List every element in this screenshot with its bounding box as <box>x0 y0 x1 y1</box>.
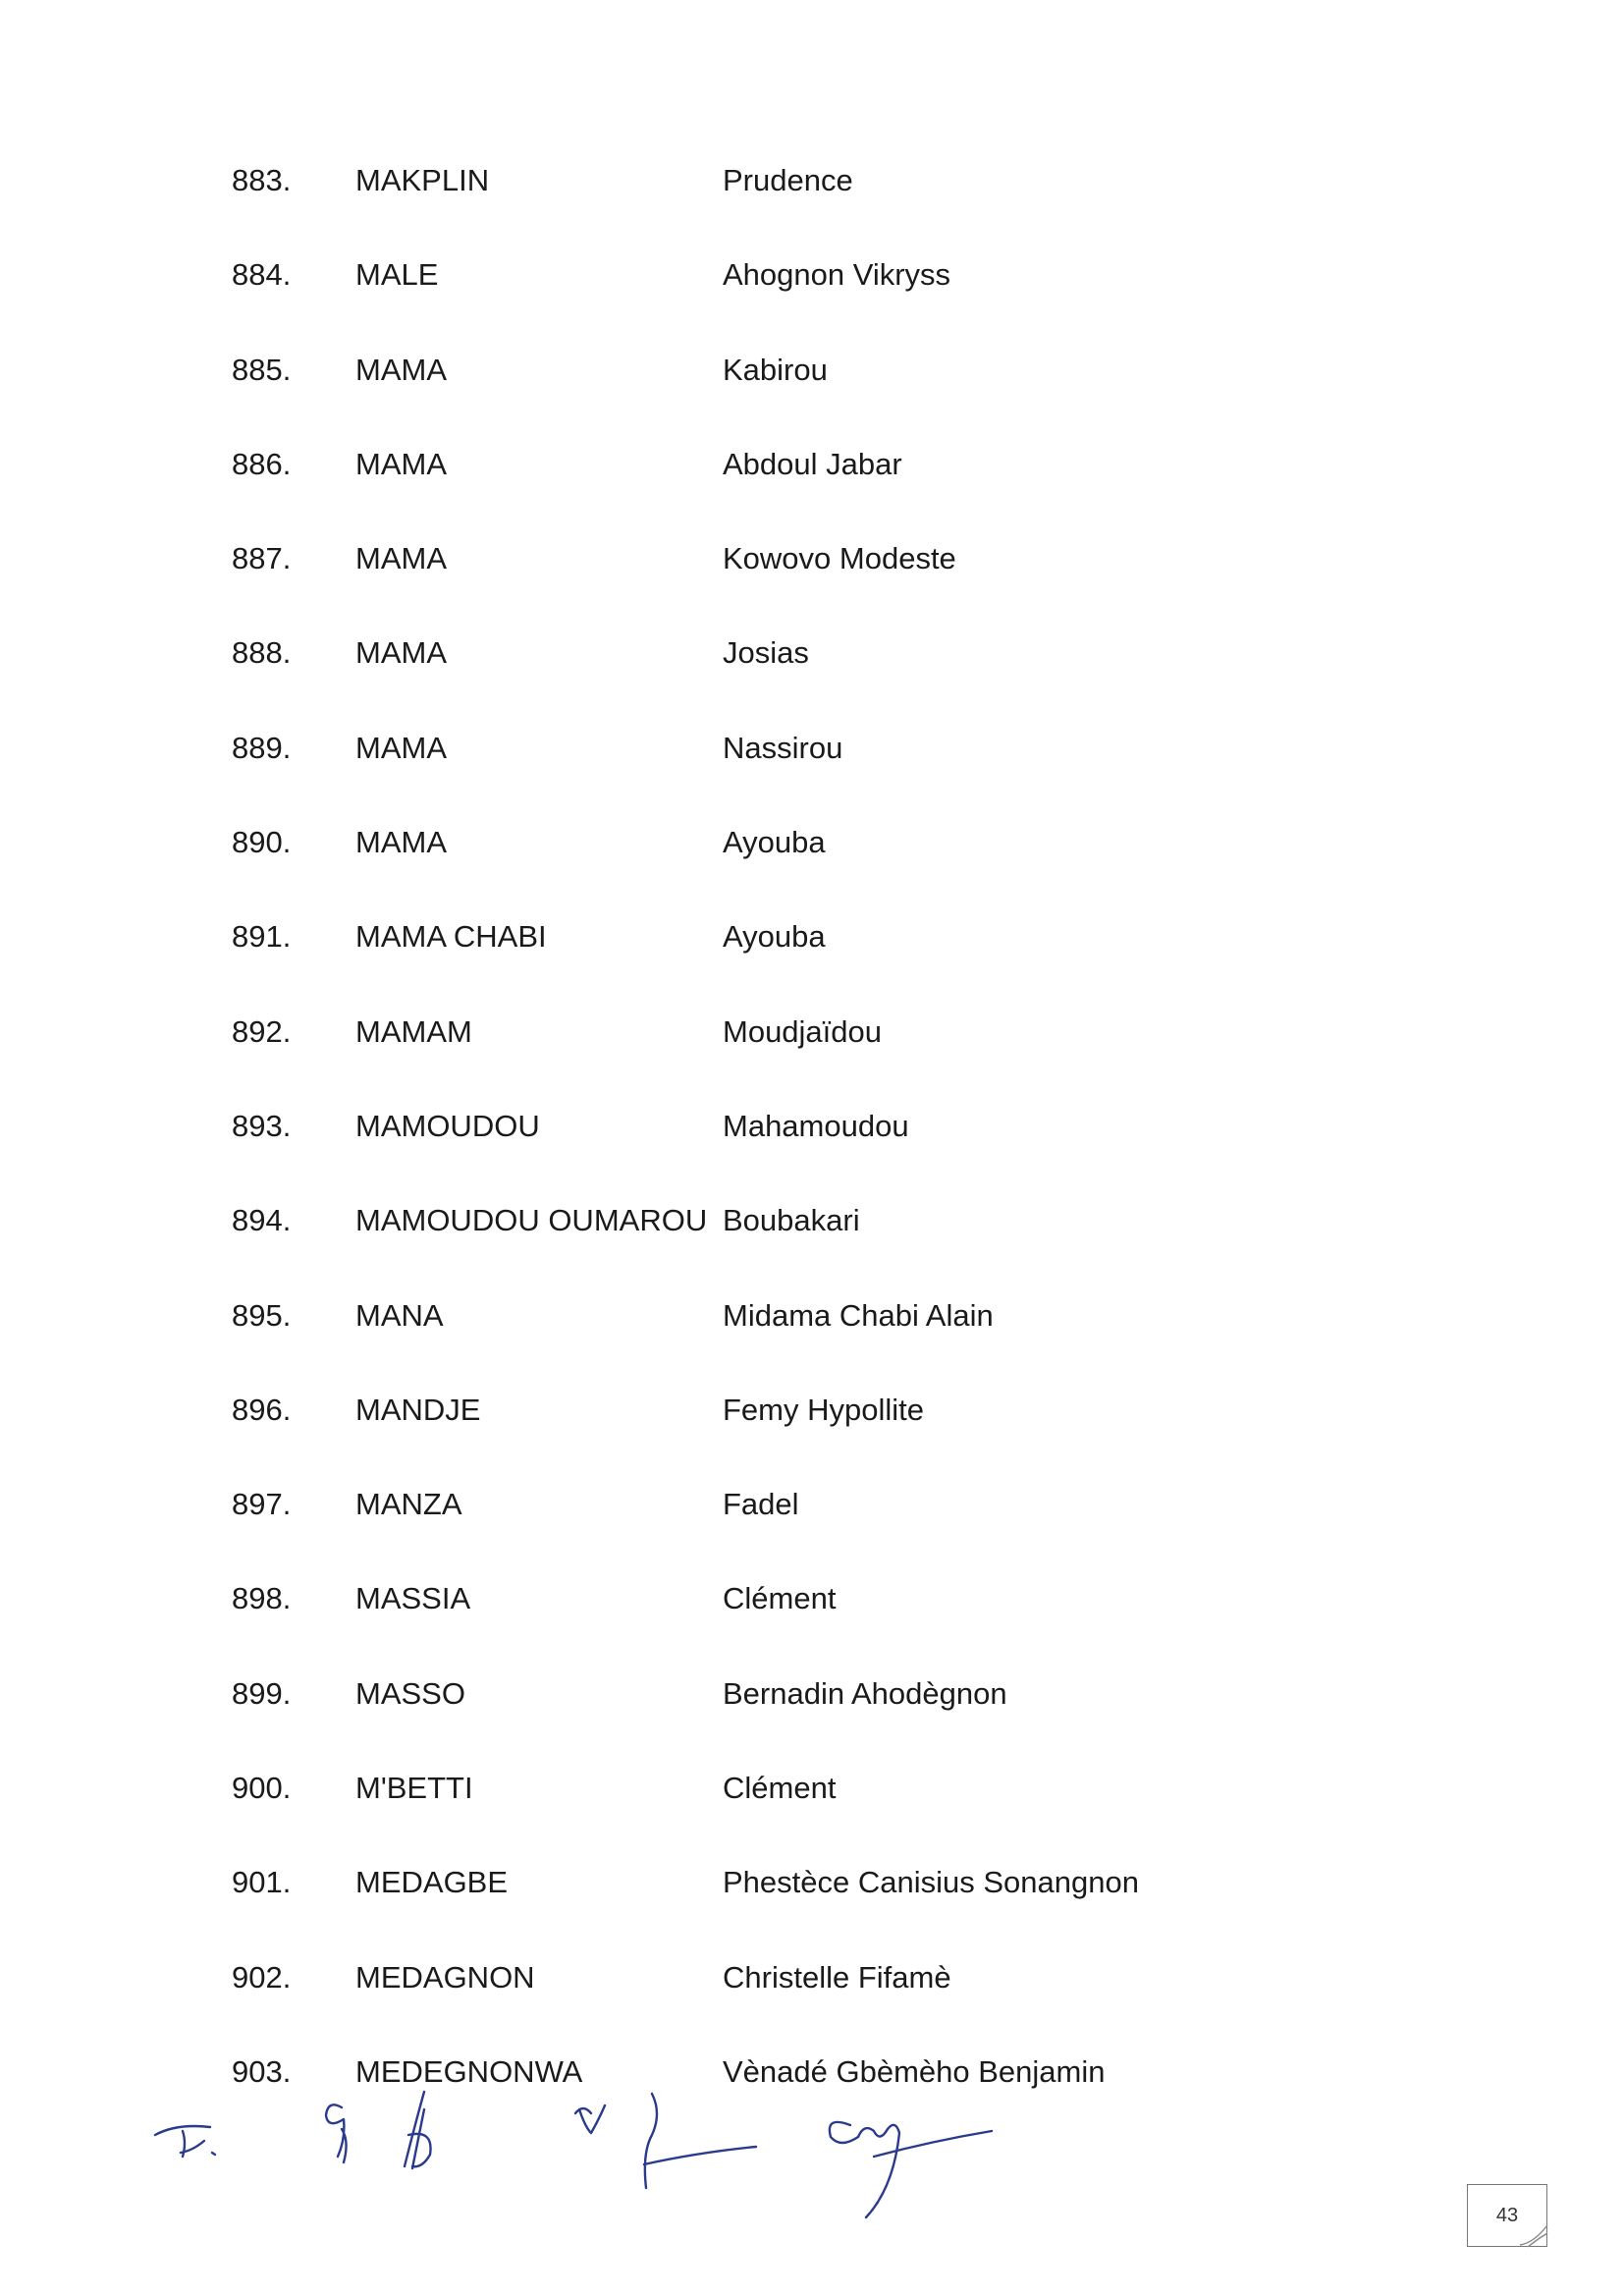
initial-stroke <box>326 2105 347 2162</box>
list-item <box>0 244 1624 338</box>
entry-last-name: MAMOUDOU <box>355 1108 540 1143</box>
entry-first-name: Josias <box>723 635 809 671</box>
entry-last-name: MANDJE <box>355 1392 481 1427</box>
page-number: 43 <box>1495 2204 1519 2226</box>
entry-last-name: MEDAGNON <box>355 1959 535 1995</box>
list-item <box>0 339 1624 433</box>
initial-stroke <box>644 2094 756 2188</box>
entry-last-name: MAMA <box>355 730 447 765</box>
entry-first-name: Boubakari <box>723 1203 860 1238</box>
list-item <box>0 811 1624 905</box>
entry-last-name: MAMOUDOU OUMAROU <box>355 1203 708 1238</box>
entry-number: 895. <box>232 1297 292 1333</box>
list-item <box>0 1946 1624 2041</box>
entry-number: 901. <box>232 1865 292 1900</box>
list-item <box>0 1095 1624 1189</box>
entry-first-name: Ahognon Vikryss <box>723 257 951 293</box>
list-item <box>0 1663 1624 1757</box>
entry-number: 894. <box>232 1203 292 1238</box>
entry-first-name: Moudjaïdou <box>723 1013 883 1049</box>
initial-stroke <box>155 2126 215 2157</box>
entry-first-name: Clément <box>723 1771 837 1806</box>
list-item <box>0 717 1624 811</box>
entry-number: 897. <box>232 1487 292 1522</box>
entry-last-name: MANZA <box>355 1487 462 1522</box>
list-item <box>0 905 1624 1000</box>
entry-number: 892. <box>232 1013 292 1049</box>
entry-number: 900. <box>232 1771 292 1806</box>
entry-number: 883. <box>232 163 292 197</box>
signature-initials <box>147 2080 1011 2237</box>
initial-stroke <box>405 2092 431 2168</box>
list-item <box>0 149 1624 244</box>
entry-first-name: Prudence <box>723 163 853 197</box>
initial-stroke <box>575 2105 605 2133</box>
list-item <box>0 1567 1624 1662</box>
entry-last-name: MAMA <box>355 825 447 860</box>
entry-first-name: Vènadé Gbèmèho Benjamin <box>723 2053 1106 2089</box>
entry-number: 889. <box>232 730 292 765</box>
list-item <box>0 1379 1624 1473</box>
entry-last-name: MAMA <box>355 541 447 576</box>
entry-last-name: MEDAGBE <box>355 1865 509 1900</box>
entry-first-name: Kowovo Modeste <box>723 541 956 576</box>
page-curl-icon <box>1518 2221 1549 2249</box>
entry-number: 899. <box>232 1675 292 1711</box>
initial-stroke <box>830 2122 992 2217</box>
entry-number: 891. <box>232 919 292 955</box>
list-item <box>0 1757 1624 1851</box>
list-item <box>0 622 1624 716</box>
entry-number: 890. <box>232 825 292 860</box>
entry-number: 903. <box>232 2053 292 2089</box>
entry-number: 888. <box>232 635 292 671</box>
entry-first-name: Bernadin Ahodègnon <box>723 1675 1007 1711</box>
entry-first-name: Kabirou <box>723 352 828 387</box>
entry-first-name: Mahamoudou <box>723 1108 909 1143</box>
entry-number: 887. <box>232 541 292 576</box>
entry-number: 886. <box>232 446 292 481</box>
list-item <box>0 527 1624 622</box>
entry-last-name: MAMA <box>355 635 447 671</box>
entry-first-name: Femy Hypollite <box>723 1392 924 1427</box>
list-item <box>0 1001 1624 1095</box>
entry-first-name: Midama Chabi Alain <box>723 1297 994 1333</box>
entry-first-name: Abdoul Jabar <box>723 446 902 481</box>
entry-last-name: MASSIA <box>355 1581 471 1616</box>
entry-last-name: MASSO <box>355 1675 465 1711</box>
entry-last-name: MALE <box>355 257 439 293</box>
entry-first-name: Ayouba <box>723 919 826 955</box>
entry-first-name: Christelle Fifamè <box>723 1959 951 1995</box>
entry-last-name: M'BETTI <box>355 1771 473 1806</box>
list-item <box>0 1851 1624 1945</box>
entry-last-name: MAMAM <box>355 1013 472 1049</box>
entry-number: 885. <box>232 352 292 387</box>
entry-last-name: MAMA <box>355 446 447 481</box>
entry-number: 902. <box>232 1959 292 1995</box>
list-item <box>0 1189 1624 1284</box>
entry-first-name: Fadel <box>723 1487 799 1522</box>
entry-number: 898. <box>232 1581 292 1616</box>
entry-number: 896. <box>232 1392 292 1427</box>
entry-number: 893. <box>232 1108 292 1143</box>
list-item <box>0 1473 1624 1567</box>
entry-last-name: MEDEGNONWA <box>355 2053 583 2089</box>
entry-first-name: Nassirou <box>723 730 843 765</box>
entry-first-name: Clément <box>723 1581 837 1616</box>
name-list <box>0 149 1624 2135</box>
entry-first-name: Phestèce Canisius Sonangnon <box>723 1865 1139 1900</box>
list-item <box>0 1285 1624 1379</box>
entry-first-name: Ayouba <box>723 825 826 860</box>
entry-number: 884. <box>232 257 292 293</box>
list-item <box>0 433 1624 527</box>
entry-last-name: MAMA <box>355 352 447 387</box>
entry-last-name: MAMA CHABI <box>355 919 547 955</box>
entry-last-name: MAKPLIN <box>355 163 490 197</box>
entry-last-name: MANA <box>355 1297 444 1333</box>
